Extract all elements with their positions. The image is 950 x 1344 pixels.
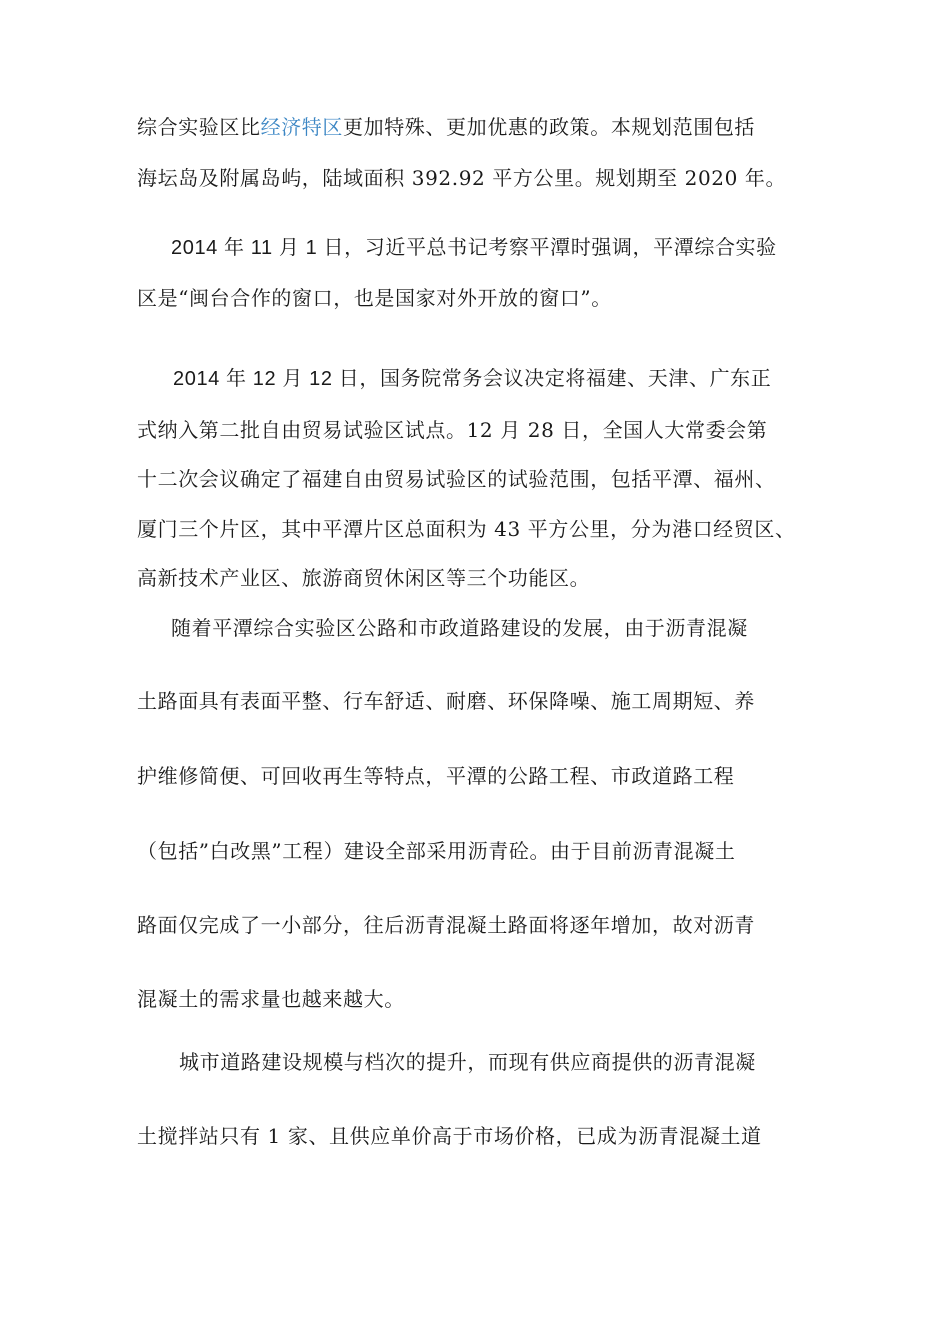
paragraph-4-line-1: 随着平潭综合实验区公路和市政道路建设的发展，由于沥青混凝 xyxy=(171,616,748,640)
paragraph-5-line-2: 土搅拌站只有 1 家、且供应单价高于市场价格，已成为沥青混凝土道 xyxy=(137,1124,762,1148)
paragraph-1-text-a: 综合实验区比 xyxy=(137,115,261,139)
paragraph-2-line-2: 区是“闽台合作的窗口，也是国家对外开放的窗口”。 xyxy=(137,286,612,310)
paragraph-3-line-4: 厦门三个片区，其中平潭片区总面积为 43 平方公里，分为港口经贸区、 xyxy=(137,517,796,541)
paragraph-3-line-5: 高新技术产业区、旅游商贸休闲区等三个功能区。 xyxy=(137,566,591,590)
paragraph-4-line-3: 护维修简便、可回收再生等特点，平潭的公路工程、市政道路工程 xyxy=(137,764,735,788)
paragraph-5-line-1: 城市道路建设规模与档次的提升，而现有供应商提供的沥青混凝 xyxy=(179,1050,756,1074)
paragraph-4-line-4: （包括”白改黑”工程）建设全部采用沥青砼。由于目前沥青混凝土 xyxy=(137,839,736,863)
economic-zone-link[interactable]: 经济特区 xyxy=(260,115,344,139)
paragraph-4-line-2: 土路面具有表面平整、行车舒适、耐磨、环保降噪、施工周期短、养 xyxy=(137,689,755,713)
paragraph-3-line-2: 式纳入第二批自由贸易试验区试点。12 月 28 日，全国人大常委会第 xyxy=(137,418,768,442)
paragraph-1-text-b: 更加特殊、更加优惠的政策。本规划范围包括 xyxy=(343,115,756,139)
paragraph-3-line-3: 十二次会议确定了福建自由贸易试验区的试验范围，包括平潭、福州、 xyxy=(137,467,776,491)
paragraph-4-line-6: 混凝土的需求量也越来越大。 xyxy=(137,987,405,1011)
paragraph-1-line-1 xyxy=(137,112,755,142)
paragraph-1-line-2: 海坛岛及附属岛屿，陆域面积 392.92 平方公里。规划期至 2020 年。 xyxy=(137,166,787,190)
paragraph-2-line-1: 2014 年 11 月 1 日，习近平总书记考察平潭时强调，平潭综合实验 xyxy=(171,237,777,259)
paragraph-4-line-5: 路面仅完成了一小部分，往后沥青混凝土路面将逐年增加，故对沥青 xyxy=(137,913,755,937)
paragraph-3-line-1: 2014 年 12 月 12 日，国务院常务会议决定将福建、天津、广东正 xyxy=(173,368,772,390)
